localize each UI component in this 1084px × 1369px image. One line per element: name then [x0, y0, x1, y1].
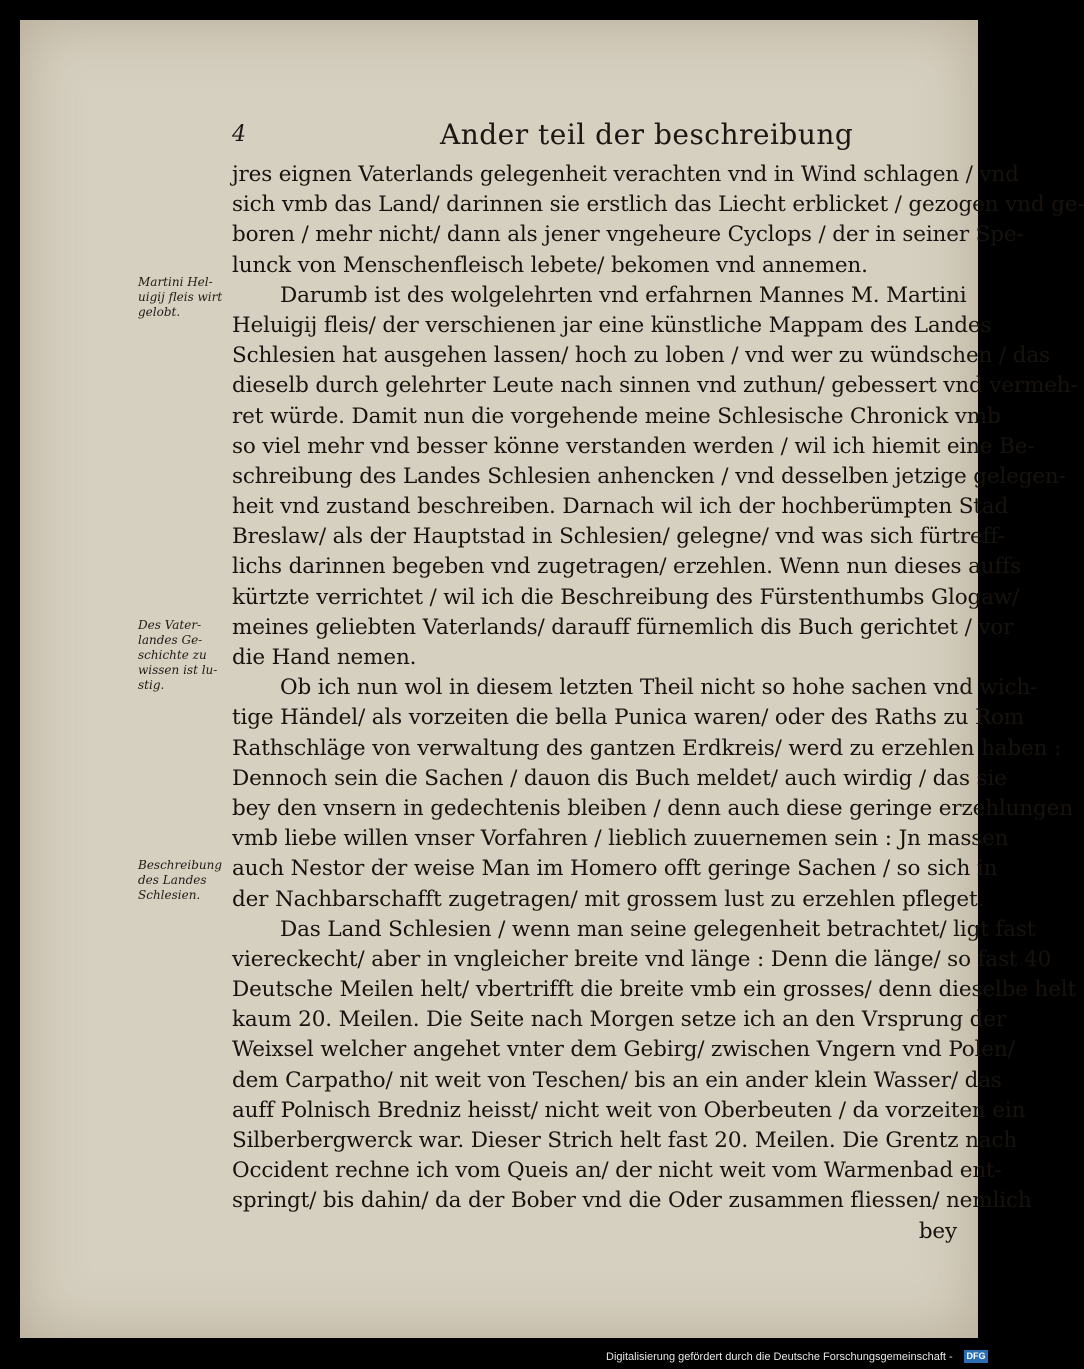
text-line: heit vnd zustand beschreiben. Darnach wil ich der hochberümpten Stad	[232, 494, 1009, 520]
text-line: viereckecht/ aber in vngleicher breite vnd länge : Denn die länge/ so fast 40	[232, 946, 1052, 972]
text-line: ret würde. Damit nun die vorgehende meine Schlesische Chronick vmb	[232, 403, 1001, 429]
marginal-note-helvigius: Martini Hel- uigij fleis wirt gelobt.	[138, 275, 223, 319]
book-page	[20, 20, 1084, 1338]
text-line: so viel mehr vnd besser könne verstanden werden / wil ich hiemit eine Be-	[232, 433, 1035, 459]
text-line: Deutsche Meilen helt/ vbertrifft die breite vmb ein grosses/ denn dieselbe helt	[232, 977, 1076, 1003]
text-line: sich vmb das Land/ darinnen sie erstlich das Liecht erblicket / gezogen vnd ge-	[232, 192, 1084, 218]
text-line: boren / mehr nicht/ dann als jener vngeheure Cyclops / der in seiner Spe-	[232, 222, 1024, 248]
text-line: dieselb durch gelehrter Leute nach sinnen vnd zuthun/ gebessert vnd vermeh-	[232, 373, 1078, 399]
text-line: auff Polnisch Bredniz heisst/ nicht weit von Oberbeuten / da vorzeiten ein	[232, 1097, 1026, 1123]
text-line: springt/ bis dahin/ da der Bober vnd die Oder zusammen fliessen/ nemlich	[232, 1188, 1032, 1214]
body-text	[232, 160, 1084, 1247]
dfg-logo: DFG	[964, 1350, 988, 1363]
text-line: jres eignen Vaterlands gelegenheit verachten vnd in Wind schlagen / vnd	[232, 162, 1019, 187]
text-line: vmb liebe willen vnser Vorfahren / lieblich zuuernemen sein : Jn massen	[232, 826, 1009, 852]
marginal-note-beschreibung: Beschreibung des Landes Schlesien.	[138, 858, 223, 902]
page-number: 4	[232, 122, 246, 147]
text-line: kürtzte verrichtet / wil ich die Beschreibung des Fürstenthumbs Glogaw/	[232, 584, 1020, 610]
running-head	[20, 118, 978, 158]
text-line: Das Land Schlesien / wenn man seine gelegenheit betrachtet/ ligt fast	[280, 916, 1036, 942]
text-line: Rathschläge von verwaltung des gantzen Erdkreis/ werd zu erzehlen haben :	[232, 735, 1062, 761]
catchword: bey	[918, 1218, 957, 1244]
text-line: Occident rechne ich vom Queis an/ der nicht weit vom Warmenbad ent-	[232, 1158, 1002, 1184]
text-line: Dennoch sein die Sachen / dauon dis Buch meldet/ auch wirdig / das sie	[232, 765, 1007, 791]
text-line: lunck von Menschenfleisch lebete/ bekomen vnd annemen.	[232, 252, 868, 278]
digitization-credit: Digitalisierung gefördert durch die Deutsche Forschungsgemeinschaft -	[606, 1351, 953, 1363]
text-line: Breslaw/ als der Hauptstad in Schlesien/ gelegne/ vnd was sich fürtreff-	[232, 524, 1005, 550]
text-line: Heluigij fleis/ der verschienen jar eine künstliche Mappam des Landes	[232, 312, 992, 338]
running-title: Ander teil der beschreibung	[440, 118, 854, 151]
text-line: Ob ich nun wol in diesem letzten Theil nicht so hohe sachen vnd wich-	[280, 675, 1038, 701]
text-line: Darumb ist des wolgelehrten vnd erfahrnen Mannes M. Martini	[280, 282, 967, 308]
text-line: Weixsel welcher angehet vnter dem Gebirg/ zwischen Vngern vnd Polen/	[232, 1037, 1015, 1063]
marginal-note-vaterland: Des Vater- landes Ge- schichte zu wissen ist lu- stig.	[138, 618, 218, 692]
text-line: die Hand nemen.	[232, 645, 417, 670]
text-line: bey den vnsern in gedechtenis bleiben / denn auch diese geringe erzehlungen	[232, 795, 1073, 821]
text-line: lichs darinnen begeben vnd zugetragen/ erzehlen. Wenn nun dieses auffs	[232, 554, 1021, 580]
text-line: Silberbergwerck war. Dieser Strich helt fast 20. Meilen. Die Grentz nach	[232, 1128, 1018, 1153]
text-line: dem Carpatho/ nit weit von Teschen/ bis an ein ander klein Wasser/ das	[232, 1067, 1002, 1093]
text-line: schreibung des Landes Schlesien anhencken / vnd desselben jetzige gelegen-	[232, 463, 1066, 489]
text-line: tige Händel/ als vorzeiten die bella Punica waren/ oder des Raths zu Rom	[232, 705, 1025, 731]
text-line: auch Nestor der weise Man im Homero offt geringe Sachen / so sich in	[232, 856, 998, 882]
text-line: meines geliebten Vaterlands/ darauff fürnemlich dis Buch gerichtet / vor	[232, 614, 1014, 640]
text-line: kaum 20. Meilen. Die Seite nach Morgen setze ich an den Vrsprung der	[232, 1007, 1006, 1033]
text-line: der Nachbarschafft zugetragen/ mit grossem lust zu erzehlen pfleget.	[232, 886, 985, 912]
text-line: Schlesien hat ausgehen lassen/ hoch zu loben / vnd wer zu wündschen / das	[232, 343, 1050, 369]
